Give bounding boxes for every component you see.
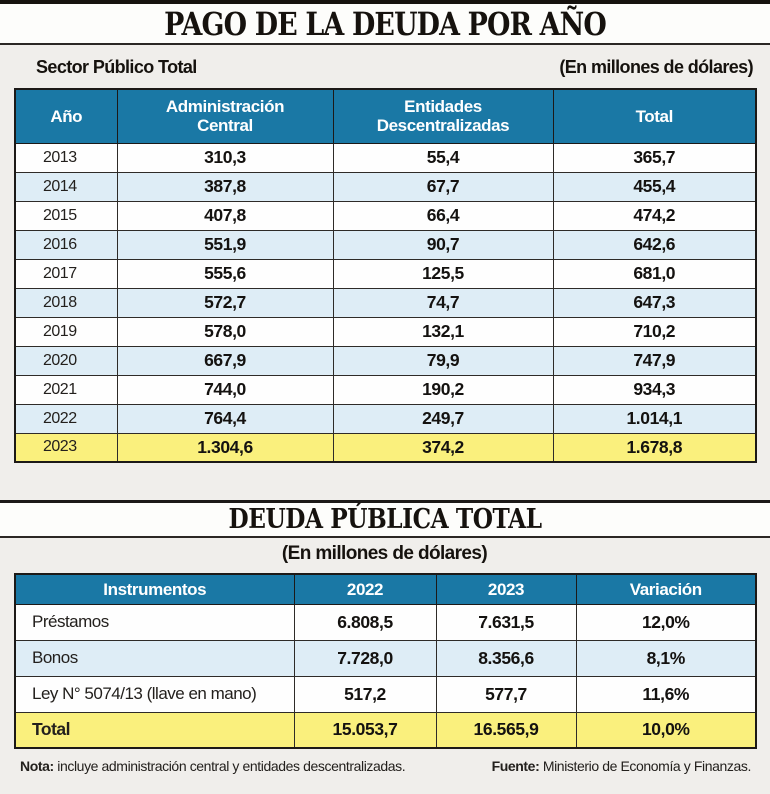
header-variacion: Variación — [576, 574, 756, 604]
table-row — [15, 604, 756, 640]
year-cell: 2019 — [15, 317, 117, 346]
year-cell: 2015 — [15, 201, 117, 230]
table-header-row — [15, 574, 756, 604]
section2-subtitle: (En millones de dólares) — [281, 543, 488, 564]
section1-title: PAGO DE LA DEUDA POR AÑO — [164, 4, 606, 43]
value-2022-cell: 517,2 — [294, 676, 436, 712]
table-row — [15, 259, 756, 288]
central-cell: 387,8 — [117, 172, 333, 201]
entidades-cell: 132,1 — [333, 317, 553, 346]
total-cell: 455,4 — [553, 172, 756, 201]
section2-title: DEUDA PÚBLICA TOTAL — [228, 504, 542, 535]
header-instrumentos: Instrumentos — [15, 574, 294, 604]
total-cell: 1.678,8 — [553, 433, 756, 462]
section1-subtitle-right: (En millones de dólares) — [559, 56, 753, 77]
table-row — [15, 375, 756, 404]
footer-note — [20, 758, 405, 774]
table-row — [15, 201, 756, 230]
central-cell: 667,9 — [117, 346, 333, 375]
total-cell: 934,3 — [553, 375, 756, 404]
total-cell: 710,2 — [553, 317, 756, 346]
section1-body — [0, 45, 770, 500]
section2-body — [0, 538, 770, 789]
value-2022-cell: 15.053,7 — [294, 712, 436, 748]
total-cell: 1.014,1 — [553, 404, 756, 433]
central-cell: 744,0 — [117, 375, 333, 404]
central-cell: 555,6 — [117, 259, 333, 288]
footer-note-text: incluye administración central y entidades descentralizadas. — [53, 758, 406, 774]
variacion-cell: 12,0% — [576, 604, 756, 640]
year-cell: 2013 — [15, 143, 117, 172]
variacion-cell: 10,0% — [576, 712, 756, 748]
total-cell: 474,2 — [553, 201, 756, 230]
central-cell: 551,9 — [117, 230, 333, 259]
year-cell: 2016 — [15, 230, 117, 259]
footer — [14, 758, 755, 774]
entidades-cell: 249,7 — [333, 404, 553, 433]
total-cell: 681,0 — [553, 259, 756, 288]
table-row-total — [15, 712, 756, 748]
table-row — [15, 640, 756, 676]
table-row-highlighted-2023 — [15, 433, 756, 462]
table-row — [15, 230, 756, 259]
table-row — [15, 676, 756, 712]
entidades-cell: 66,4 — [333, 201, 553, 230]
instrument-cell: Ley N° 5074/13 (llave en mano) — [15, 676, 294, 712]
value-2023-cell: 8.356,6 — [436, 640, 576, 676]
section1-subtitle-row — [14, 54, 755, 80]
instrument-cell: Bonos — [15, 640, 294, 676]
table-row — [15, 172, 756, 201]
variacion-cell: 11,6% — [576, 676, 756, 712]
pago-deuda-table — [14, 88, 757, 463]
table-row — [15, 317, 756, 346]
instrument-cell: Total — [15, 712, 294, 748]
central-cell: 310,3 — [117, 143, 333, 172]
entidades-cell: 74,7 — [333, 288, 553, 317]
year-cell: 2014 — [15, 172, 117, 201]
entidades-cell: 90,7 — [333, 230, 553, 259]
header-entidades-descentralizadas: Entidades Descentralizadas — [333, 89, 553, 143]
entidades-cell: 125,5 — [333, 259, 553, 288]
year-cell: 2018 — [15, 288, 117, 317]
total-cell: 647,3 — [553, 288, 756, 317]
table-row — [15, 288, 756, 317]
entidades-cell: 67,7 — [333, 172, 553, 201]
value-2023-cell: 577,7 — [436, 676, 576, 712]
header-administracion-central: Administración Central — [117, 89, 333, 143]
value-2022-cell: 6.808,5 — [294, 604, 436, 640]
footer-source — [492, 758, 751, 774]
total-cell: 365,7 — [553, 143, 756, 172]
year-cell: 2020 — [15, 346, 117, 375]
footer-note-label: Nota: — [20, 758, 54, 774]
year-cell: 2021 — [15, 375, 117, 404]
header-ano: Año — [15, 89, 117, 143]
total-cell: 642,6 — [553, 230, 756, 259]
section1-subtitle-left: Sector Público Total — [36, 56, 197, 77]
table-header-row — [15, 89, 756, 143]
entidades-cell: 190,2 — [333, 375, 553, 404]
table-row — [15, 404, 756, 433]
total-cell: 747,9 — [553, 346, 756, 375]
year-cell: 2023 — [15, 433, 117, 462]
instrument-cell: Préstamos — [15, 604, 294, 640]
footer-source-label: Fuente: — [491, 758, 540, 774]
section1-title-band — [0, 4, 770, 45]
header-2023: 2023 — [436, 574, 576, 604]
entidades-cell: 374,2 — [333, 433, 553, 462]
value-2023-cell: 7.631,5 — [436, 604, 576, 640]
value-2022-cell: 7.728,0 — [294, 640, 436, 676]
central-cell: 1.304,6 — [117, 433, 333, 462]
table-row — [15, 346, 756, 375]
table-row — [15, 143, 756, 172]
section2-title-band — [0, 500, 770, 538]
central-cell: 572,7 — [117, 288, 333, 317]
central-cell: 578,0 — [117, 317, 333, 346]
year-cell: 2022 — [15, 404, 117, 433]
entidades-cell: 55,4 — [333, 143, 553, 172]
central-cell: 407,8 — [117, 201, 333, 230]
year-cell: 2017 — [15, 259, 117, 288]
entidades-cell: 79,9 — [333, 346, 553, 375]
variacion-cell: 8,1% — [576, 640, 756, 676]
footer-source-text: Ministerio de Economía y Finanzas. — [539, 758, 751, 774]
central-cell: 764,4 — [117, 404, 333, 433]
header-2022: 2022 — [294, 574, 436, 604]
value-2023-cell: 16.565,9 — [436, 712, 576, 748]
deuda-publica-table — [14, 573, 757, 749]
header-total: Total — [553, 89, 756, 143]
